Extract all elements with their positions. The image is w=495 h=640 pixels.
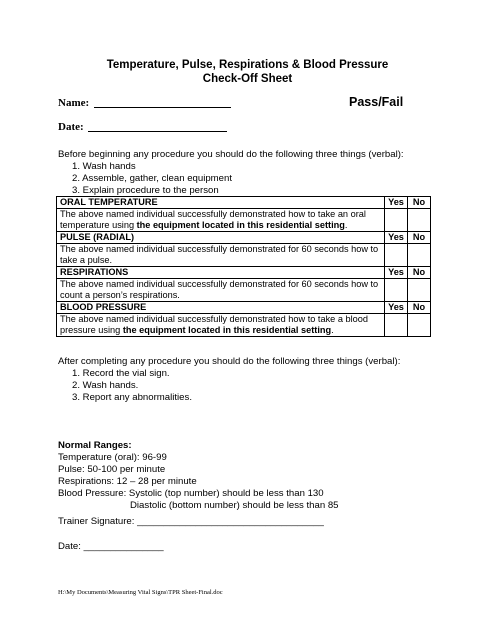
yes-cell[interactable]: Yes	[385, 232, 408, 244]
range-pulse: Pulse: 50-100 per minute	[58, 464, 166, 475]
description-text: The above named individual successfully demonstrated how to take an oral temperature using	[60, 209, 366, 230]
after-list	[72, 368, 192, 404]
document-title: Temperature, Pulse, Respirations & Blood Pressure	[106, 59, 389, 71]
yes-cell[interactable]: Yes	[385, 302, 408, 314]
list-item: 2. Assemble, gather, clean equipment	[72, 173, 232, 184]
table-row	[57, 302, 431, 314]
range-bp-systolic: Blood Pressure: Systolic (top number) should be less than 130	[58, 488, 324, 499]
description-bold: the equipment located in this residential setting	[122, 325, 332, 335]
no-blank-cell[interactable]	[408, 209, 431, 232]
list-item: 1. Wash hands	[72, 161, 136, 172]
list-item: 3. Report any abnormalities.	[72, 392, 192, 403]
row-header: PULSE (RADIAL)	[57, 232, 385, 244]
table-row	[57, 232, 431, 244]
no-cell[interactable]: No	[408, 302, 431, 314]
no-blank-cell[interactable]	[408, 244, 431, 267]
no-blank-cell[interactable]	[408, 279, 431, 302]
description-end: .	[331, 325, 334, 335]
list-item: 2. Wash hands.	[72, 380, 139, 391]
pass-fail-label: Pass/Fail	[349, 95, 404, 109]
description-bold: the equipment located in this residential setting	[136, 220, 345, 230]
document-subtitle: Check-Off Sheet	[202, 73, 293, 85]
no-cell[interactable]: No	[408, 267, 431, 279]
row-description	[57, 279, 385, 302]
name-field-line[interactable]	[94, 107, 231, 108]
name-label: Name:	[58, 97, 90, 109]
date-field-line[interactable]	[88, 131, 227, 132]
range-bp-diastolic: Diastolic (bottom number) should be less than 85	[130, 500, 339, 511]
table-row	[57, 244, 431, 267]
description-end: .	[344, 220, 348, 230]
table-row	[57, 267, 431, 279]
table-row	[57, 197, 431, 209]
range-respirations: Respirations: 12 – 28 per minute	[58, 476, 197, 487]
description-text: The above named individual successfully demonstrated for 60 seconds how to count a person’s respirations.	[60, 279, 379, 300]
yes-blank-cell[interactable]	[385, 279, 408, 302]
trainer-signature[interactable]: Trainer Signature: ___________________________________	[58, 516, 324, 527]
row-description	[57, 244, 385, 267]
table-row	[57, 279, 431, 302]
yes-blank-cell[interactable]	[385, 314, 408, 337]
ranges-heading: Normal Ranges:	[58, 440, 132, 451]
normal-ranges	[58, 440, 339, 512]
before-intro: Before beginning any procedure you should do the following three things (verbal):	[58, 149, 404, 160]
row-header: RESPIRATIONS	[57, 267, 385, 279]
yes-cell[interactable]: Yes	[385, 197, 408, 209]
row-description	[57, 209, 385, 232]
yes-cell[interactable]: Yes	[385, 267, 408, 279]
range-temperature: Temperature (oral): 96-99	[58, 452, 167, 463]
signature-date[interactable]: Date: _______________	[58, 541, 164, 552]
list-item: 1. Record the vial sign.	[72, 368, 170, 379]
row-header: ORAL TEMPERATURE	[57, 197, 385, 209]
yes-blank-cell[interactable]	[385, 244, 408, 267]
no-cell[interactable]: No	[408, 232, 431, 244]
table-row	[57, 209, 431, 232]
row-header: BLOOD PRESSURE	[57, 302, 385, 314]
footer-file-path: H:\My Documents\Measuring Vital Signs\TPR Sheet-Final.doc	[58, 589, 223, 596]
description-text: The above named individual successfully demonstrated for 60 seconds how to take a pulse.	[60, 244, 379, 265]
no-blank-cell[interactable]	[408, 314, 431, 337]
yes-blank-cell[interactable]	[385, 209, 408, 232]
list-item: 3. Explain procedure to the person	[72, 185, 219, 196]
after-intro: After completing any procedure you should do the following three things (verbal):	[58, 356, 401, 367]
no-cell[interactable]: No	[408, 197, 431, 209]
check-off-table	[56, 196, 431, 337]
table-row	[57, 314, 431, 337]
description-text: The above named individual successfully demonstrated how to take a blood pressure using	[60, 314, 368, 335]
date-label: Date:	[58, 121, 84, 133]
row-description	[57, 314, 385, 337]
before-list	[72, 161, 232, 197]
